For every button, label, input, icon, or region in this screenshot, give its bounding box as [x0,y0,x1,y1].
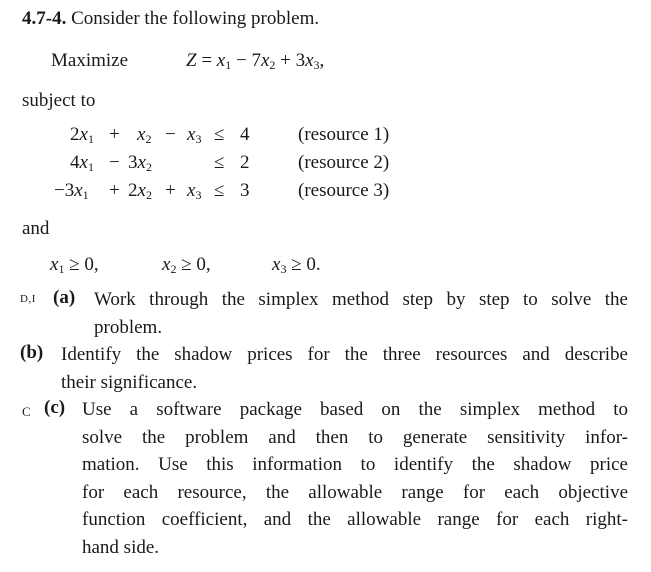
subject-to-label: subject to [22,90,96,111]
problem-heading [22,8,319,30]
maximize-label: Maximize [51,50,129,71]
part-a-tag: D,I [20,293,36,305]
problem-number: 4.7-4. [22,8,67,29]
and-label: and [22,218,50,239]
objective-function: $Z = x_1 - 7x_2 + 3x_3$, [186,50,325,72]
part-c-label: (c) [44,397,66,418]
resource-label-3: (resource 3) [298,180,390,201]
resource-label-2: (resource 2) [298,152,390,173]
part-c-tag: C [22,404,32,419]
problem-intro: Consider the following problem. [71,8,320,29]
part-b-label: (b) [20,342,44,363]
part-a-label: (a) [53,287,76,308]
resource-label-1: (resource 1) [298,124,390,145]
